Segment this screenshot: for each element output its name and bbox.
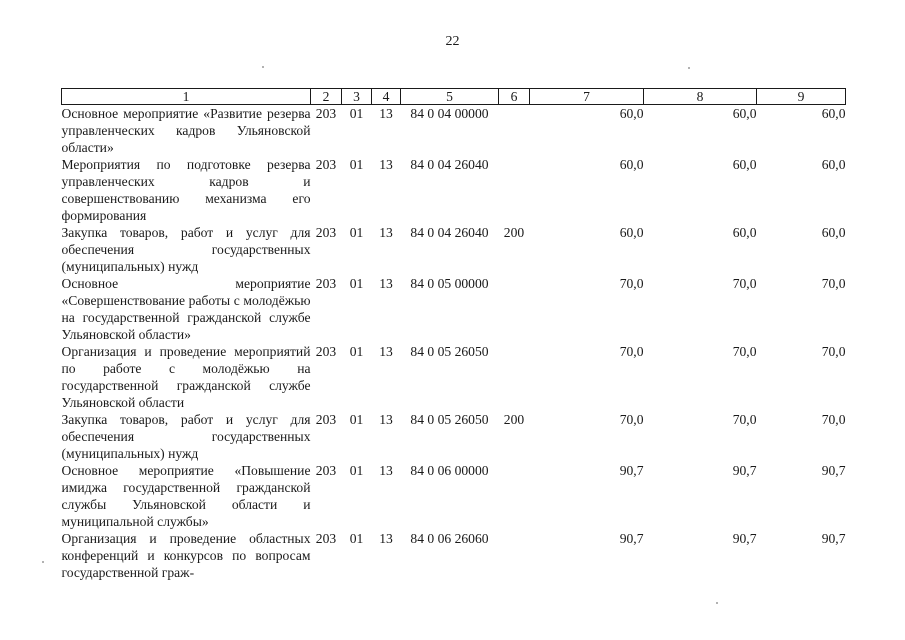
target-article-cell: 84 0 04 26040 bbox=[410, 157, 489, 172]
amount-col8-cell: 60,0 bbox=[732, 225, 757, 240]
expense-type-cell bbox=[499, 275, 530, 343]
table-header bbox=[62, 89, 846, 105]
subsection-cell: 13 bbox=[379, 412, 393, 427]
target-article-cell: 84 0 05 26050 bbox=[410, 344, 489, 359]
row-name-cell: Организация и проведение мероприятий по работе с молодёжью на государственной гражданской службе Ульяновской области bbox=[61, 344, 311, 410]
amount-col9-cell: 90,7 bbox=[821, 531, 846, 546]
table-row bbox=[62, 343, 846, 411]
amount-col7-cell: 90,7 bbox=[619, 531, 644, 546]
target-article-cell: 84 0 04 00000 bbox=[410, 106, 489, 121]
admin-code-cell: 203 bbox=[315, 157, 337, 172]
amount-col8-cell: 90,7 bbox=[732, 531, 757, 546]
expense-type-cell: 200 bbox=[503, 412, 525, 427]
amount-col8-cell: 70,0 bbox=[732, 276, 757, 291]
subsection-cell: 13 bbox=[379, 463, 393, 478]
table-row bbox=[62, 530, 846, 581]
column-header-7: 7 bbox=[530, 89, 644, 105]
section-cell: 01 bbox=[349, 276, 364, 291]
page-number: 22 bbox=[445, 34, 460, 49]
amount-col9-cell: 70,0 bbox=[821, 344, 846, 359]
expense-type-cell bbox=[499, 156, 530, 224]
table-row bbox=[62, 156, 846, 224]
admin-code-cell: 203 bbox=[315, 531, 337, 546]
amount-col9-cell: 70,0 bbox=[821, 412, 846, 427]
amount-col8-cell: 70,0 bbox=[732, 412, 757, 427]
amount-col8-cell: 60,0 bbox=[732, 106, 757, 121]
target-article-cell: 84 0 04 26040 bbox=[410, 225, 489, 240]
expense-type-cell bbox=[499, 105, 530, 157]
column-header-1: 1 bbox=[62, 89, 311, 105]
section-cell: 01 bbox=[349, 157, 364, 172]
section-cell: 01 bbox=[349, 531, 364, 546]
row-name-cell: Закупка товаров, работ и услуг для обеспечения государственных (муниципальных) нужд bbox=[61, 225, 311, 274]
amount-col9-cell: 60,0 bbox=[821, 225, 846, 240]
amount-col9-cell: 90,7 bbox=[821, 463, 846, 478]
scan-speck bbox=[688, 67, 690, 69]
table-row bbox=[62, 411, 846, 462]
amount-col8-cell: 90,7 bbox=[732, 463, 757, 478]
section-cell: 01 bbox=[349, 225, 364, 240]
amount-col7-cell: 90,7 bbox=[619, 463, 644, 478]
admin-code-cell: 203 bbox=[315, 412, 337, 427]
column-header-9: 9 bbox=[757, 89, 846, 105]
column-header-5: 5 bbox=[401, 89, 499, 105]
amount-col7-cell: 60,0 bbox=[619, 106, 644, 121]
column-header-2: 2 bbox=[311, 89, 342, 105]
scan-speck bbox=[42, 561, 44, 563]
expense-type-cell bbox=[499, 343, 530, 411]
column-header-3: 3 bbox=[342, 89, 372, 105]
subsection-cell: 13 bbox=[379, 157, 393, 172]
amount-col9-cell: 70,0 bbox=[821, 276, 846, 291]
subsection-cell: 13 bbox=[379, 106, 393, 121]
expense-type-cell: 200 bbox=[503, 225, 525, 240]
section-cell: 01 bbox=[349, 344, 364, 359]
table-row bbox=[62, 462, 846, 530]
section-cell: 01 bbox=[349, 463, 364, 478]
column-header-6: 6 bbox=[499, 89, 530, 105]
row-name-cell: Основное мероприятие «Развитие резерва управленческих кадров Ульяновской области» bbox=[61, 106, 311, 155]
row-name-cell: Закупка товаров, работ и услуг для обеспечения государственных (муниципальных) нужд bbox=[61, 412, 311, 461]
scan-speck bbox=[716, 602, 718, 604]
admin-code-cell: 203 bbox=[315, 106, 337, 121]
amount-col7-cell: 60,0 bbox=[619, 225, 644, 240]
section-cell: 01 bbox=[349, 106, 364, 121]
section-cell: 01 bbox=[349, 412, 364, 427]
admin-code-cell: 203 bbox=[315, 463, 337, 478]
admin-code-cell: 203 bbox=[315, 344, 337, 359]
subsection-cell: 13 bbox=[379, 531, 393, 546]
amount-col8-cell: 60,0 bbox=[732, 157, 757, 172]
target-article-cell: 84 0 05 00000 bbox=[410, 276, 489, 291]
column-header-8: 8 bbox=[644, 89, 757, 105]
target-article-cell: 84 0 06 26060 bbox=[410, 531, 489, 546]
expense-type-cell bbox=[499, 530, 530, 581]
table-body bbox=[62, 105, 846, 582]
subsection-cell: 13 bbox=[379, 225, 393, 240]
expense-type-cell bbox=[499, 462, 530, 530]
budget-table bbox=[61, 88, 846, 581]
target-article-cell: 84 0 05 26050 bbox=[410, 412, 489, 427]
table-row bbox=[62, 105, 846, 157]
amount-col9-cell: 60,0 bbox=[821, 157, 846, 172]
row-name-cell: Организация и проведение областных конференций и конкурсов по вопросам государственной граж- bbox=[61, 531, 311, 580]
column-header-4: 4 bbox=[372, 89, 401, 105]
table-row bbox=[62, 275, 846, 343]
row-name-cell: Основное мероприятие «Повышение имиджа государственной гражданской службы Ульяновской области и муниципальной службы» bbox=[61, 463, 311, 529]
amount-col7-cell: 70,0 bbox=[619, 276, 644, 291]
amount-col7-cell: 70,0 bbox=[619, 412, 644, 427]
admin-code-cell: 203 bbox=[315, 225, 337, 240]
amount-col9-cell: 60,0 bbox=[821, 106, 846, 121]
amount-col8-cell: 70,0 bbox=[732, 344, 757, 359]
target-article-cell: 84 0 06 00000 bbox=[410, 463, 489, 478]
subsection-cell: 13 bbox=[379, 344, 393, 359]
subsection-cell: 13 bbox=[379, 276, 393, 291]
row-name-cell: Основное мероприятие «Совершенствование работы с молодёжью на государственной гражданской службе Ульяновской области» bbox=[61, 276, 311, 342]
table-row bbox=[62, 224, 846, 275]
scan-speck bbox=[262, 66, 264, 68]
row-name-cell: Мероприятия по подготовке резерва управленческих кадров и совершенствованию механизма его формирования bbox=[61, 157, 311, 223]
header-row bbox=[62, 89, 846, 105]
amount-col7-cell: 70,0 bbox=[619, 344, 644, 359]
admin-code-cell: 203 bbox=[315, 276, 337, 291]
amount-col7-cell: 60,0 bbox=[619, 157, 644, 172]
